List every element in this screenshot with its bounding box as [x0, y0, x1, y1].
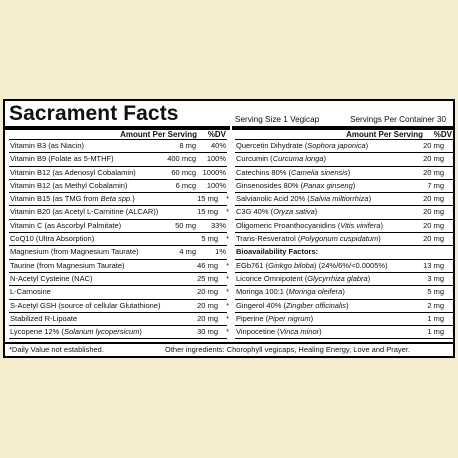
ingredient-row	[235, 246, 453, 259]
ingredient-name-text: Vitamin B3 (as Niacin)	[10, 141, 85, 150]
left-column-header	[9, 130, 227, 140]
ingredient-amount: 2 mg	[427, 300, 444, 310]
ingredient-name-text: Vitamin B15 (as TMG from	[10, 194, 101, 204]
dv-header: %DV	[433, 130, 452, 139]
ingredient-row	[235, 193, 453, 206]
botanical-name: Vitis vinifera	[340, 220, 381, 230]
ingredient-name	[10, 167, 136, 180]
ingredient-daily-value: *	[452, 260, 455, 270]
botanical-name: Vinca minor	[279, 327, 320, 337]
left-column	[9, 130, 227, 339]
ingredient-name-suffix: )	[352, 180, 356, 190]
ingredient-name-text: Quercetin Dihydrate (	[236, 141, 308, 150]
ingredient-name-suffix: )	[314, 207, 318, 217]
ingredient-name	[236, 300, 349, 313]
ingredient-name-suffix: )	[347, 167, 351, 177]
ingredient-amount: 20 mg	[423, 220, 444, 230]
ingredient-name-suffix: )	[132, 194, 135, 204]
ingredient-name-suffix: )	[319, 327, 322, 337]
ingredient-amount: 15 mg	[197, 207, 218, 217]
botanical-name: Beta spp.	[100, 194, 133, 204]
botanical-name: Polygonum cuspidatum	[300, 234, 379, 244]
botanical-name: Sophora japonica	[307, 141, 366, 150]
ingredient-name	[236, 326, 322, 339]
ingredient-row	[9, 233, 227, 246]
ingredient-name-text: Oligomeric Proanthocyanidins (	[236, 220, 341, 230]
ingredient-row	[9, 153, 227, 166]
ingredient-amount: 20 mg	[423, 141, 444, 150]
ingredient-name-suffix: )	[380, 220, 384, 230]
ingredient-daily-value: *	[452, 220, 455, 230]
ingredient-name-text: Taurine (from Magnesium Taurate)	[10, 260, 125, 270]
ingredient-row	[9, 140, 227, 153]
ingredient-name	[236, 286, 345, 299]
botanical-name: Salvia miltiorrhiza	[309, 194, 369, 204]
ingredient-name	[236, 220, 383, 233]
ingredient-daily-value: *	[452, 167, 455, 177]
ingredient-amount: 30 mg	[197, 327, 218, 337]
ingredient-daily-value: 33%	[210, 220, 226, 230]
botanical-name: Oryza sativa	[273, 207, 315, 217]
ingredient-name	[236, 260, 388, 273]
ingredient-daily-value: 1000%	[202, 167, 226, 177]
ingredient-row	[235, 180, 453, 193]
ingredient-name-text: Curcumin (	[236, 154, 273, 164]
ingredient-name-text: Stabilized R-Lipoate	[10, 313, 78, 323]
ingredient-amount: 20 mg	[197, 313, 218, 323]
ingredient-name-text: Vitamin C (as Ascorbyl Palmitate)	[10, 220, 122, 230]
ingredient-name-suffix: ) (24%/6%/<0.0005%)	[313, 260, 388, 270]
ingredient-name-text: EGb761 (	[236, 260, 269, 270]
ingredient-name	[10, 246, 139, 259]
ingredient-name-suffix: )	[310, 313, 314, 323]
ingredient-row	[235, 233, 453, 246]
ingredient-name-text: Vitamin B12 (as Methyl Cobalamin)	[10, 180, 128, 190]
ingredient-name	[10, 326, 142, 339]
ingredient-amount: 1 mg	[427, 327, 444, 337]
ingredient-name-text: Vitamin B9 (Folate as 5-MTHF)	[10, 154, 114, 164]
ingredient-name-text: Catechins 80% (	[236, 167, 292, 177]
ingredient-amount: 25 mg	[197, 273, 218, 283]
ingredient-daily-value: *	[452, 180, 455, 190]
ingredient-row	[9, 326, 227, 339]
right-rows	[235, 140, 453, 339]
ingredient-name-text: Vitamin B20 (as Acetyl L-Carnitine (ALCAR))	[10, 207, 159, 217]
ingredient-name-text: Lycopene 12% (	[10, 327, 64, 337]
ingredient-daily-value: *	[226, 260, 229, 270]
ingredient-daily-value: *	[452, 300, 455, 310]
ingredient-daily-value: *	[452, 273, 455, 283]
ingredient-row	[235, 273, 453, 286]
right-column-header	[235, 130, 453, 140]
ingredient-name	[10, 220, 121, 233]
ingredient-name	[10, 300, 160, 313]
ingredient-daily-value: *	[226, 287, 229, 297]
ingredient-name	[236, 193, 371, 206]
ingredient-amount: 20 mg	[423, 154, 444, 164]
ingredient-name-suffix: )	[367, 273, 371, 283]
serving-size: Serving Size 1 Vegicap	[235, 115, 320, 124]
ingredient-row	[9, 220, 227, 233]
ingredient-name	[236, 206, 317, 219]
ingredient-row	[9, 260, 227, 273]
ingredient-daily-value: *	[226, 327, 229, 337]
ingredient-name-text: Gingerol 40% (	[236, 300, 287, 310]
ingredient-row	[9, 246, 227, 259]
ingredient-daily-value: *	[452, 207, 455, 217]
panel-title: Sacrament Facts	[9, 102, 179, 125]
ingredient-name-text: Bioavailability Factors:	[236, 247, 319, 257]
ingredient-daily-value: *	[452, 234, 455, 244]
ingredient-amount: 60 mcg	[171, 167, 196, 177]
ingredient-row	[9, 206, 227, 219]
ingredient-amount: 13 mg	[423, 260, 444, 270]
ingredient-name-text: Ginsenosides 80% (	[236, 180, 304, 190]
botanical-name: Ginkgo biloba	[268, 260, 314, 270]
botanical-name: Curcuma longa	[272, 154, 324, 164]
ingredient-row	[9, 273, 227, 286]
ingredient-name-suffix: )	[346, 300, 349, 310]
ingredient-name	[236, 140, 368, 153]
ingredient-row	[235, 140, 453, 153]
ingredient-daily-value: *	[452, 313, 455, 323]
ingredient-row	[235, 313, 453, 326]
ingredient-amount: 400 mcg	[167, 154, 196, 164]
ingredient-row	[235, 153, 453, 166]
ingredient-name-text: Trans-Resveratrol (	[236, 234, 301, 244]
ingredient-name-text: Vinpocetine (	[236, 327, 280, 337]
ingredient-name-suffix: )	[139, 327, 142, 337]
ingredient-amount: 5 mg	[427, 287, 444, 297]
amount-per-serving-header: Amount Per Serving	[120, 130, 197, 139]
ingredient-row	[235, 206, 453, 219]
ingredient-row	[235, 167, 453, 180]
ingredient-name-suffix: )	[323, 154, 327, 164]
ingredient-name-text: C3G 40% (	[236, 207, 274, 217]
ingredient-name	[236, 273, 370, 286]
ingredient-name-text: CoQ10 (Ultra Absorption)	[10, 234, 95, 244]
ingredient-row	[9, 180, 227, 193]
ingredient-amount: 20 mg	[423, 167, 444, 177]
ingredient-daily-value: 100%	[206, 154, 226, 164]
ingredient-name	[236, 167, 350, 180]
footer-rule	[5, 342, 453, 344]
ingredient-daily-value: *	[452, 194, 455, 204]
ingredient-daily-value: *	[226, 313, 229, 323]
ingredient-amount: 20 mg	[423, 207, 444, 217]
dv-header: %DV	[207, 130, 226, 139]
ingredient-row	[235, 326, 453, 339]
ingredient-amount: 20 mg	[423, 234, 444, 244]
ingredient-daily-value: *	[226, 194, 229, 204]
botanical-name: Moringa oleifera	[288, 287, 343, 297]
ingredient-amount: 6 mcg	[175, 180, 196, 190]
ingredient-name-suffix: )	[342, 287, 345, 297]
ingredient-daily-value: *	[452, 141, 455, 150]
ingredient-name-text: Salvianolic Acid 20% (	[236, 194, 310, 204]
ingredient-amount: 50 mg	[175, 220, 196, 230]
botanical-name: Piper nigrum	[268, 313, 311, 323]
daily-value-footnote: *Daily Value not established.	[9, 345, 104, 354]
ingredient-name	[10, 140, 84, 153]
botanical-name: Camelia sinensis	[291, 167, 348, 177]
right-column	[235, 130, 453, 339]
ingredient-amount: 46 mg	[197, 260, 218, 270]
ingredient-daily-value: 1%	[215, 247, 226, 257]
ingredient-row	[9, 167, 227, 180]
ingredient-name-text: N-Acetyl Cysteine (NAC)	[10, 273, 93, 283]
ingredient-amount: 3 mg	[427, 273, 444, 283]
ingredient-daily-value: *	[226, 273, 229, 283]
ingredient-name-text: Magnesium (from Magnesium Taurate)	[10, 247, 139, 257]
amount-per-serving-header: Amount Per Serving	[346, 130, 423, 139]
ingredient-amount: 8 mg	[179, 141, 196, 150]
ingredient-daily-value: *	[226, 234, 229, 244]
ingredient-name-text: S-Acetyl GSH (source of cellular Glutathione)	[10, 300, 161, 310]
ingredient-name-suffix: )	[365, 141, 369, 150]
ingredient-amount: 1 mg	[427, 313, 444, 323]
ingredient-amount: 15 mg	[197, 194, 218, 204]
ingredient-name	[236, 153, 326, 166]
ingredient-daily-value: *	[452, 327, 455, 337]
ingredient-name	[236, 233, 381, 246]
ingredient-daily-value: *	[452, 154, 455, 164]
ingredient-amount: 20 mg	[197, 300, 218, 310]
ingredient-name	[10, 286, 51, 299]
ingredient-name-suffix: )	[378, 234, 381, 244]
ingredient-name-suffix: )	[368, 194, 372, 204]
ingredient-name	[10, 193, 135, 206]
ingredient-amount: 4 mg	[179, 247, 196, 257]
ingredient-name	[236, 246, 318, 259]
botanical-name: Panax ginseng	[303, 180, 353, 190]
ingredient-name-text: Vitamin B12 (as Adenosyl Cobalamin)	[10, 167, 136, 177]
ingredient-name	[10, 180, 127, 193]
ingredient-row	[235, 286, 453, 299]
ingredient-name	[10, 260, 125, 273]
ingredient-name-text: L-Carnosine	[10, 287, 51, 297]
ingredient-daily-value: 40%	[210, 141, 226, 150]
botanical-name: Glycyrrhiza glabra	[307, 273, 368, 283]
ingredient-amount: 20 mg	[423, 194, 444, 204]
ingredient-amount: 7 mg	[427, 180, 444, 190]
other-ingredients: Other ingredients: Chorophyll vegicaps, Healing Energy, Love and Prayer.	[165, 345, 410, 354]
ingredient-name	[10, 233, 94, 246]
ingredient-row	[9, 193, 227, 206]
ingredient-amount: 20 mg	[197, 287, 218, 297]
ingredient-name-text: Licorice Omnipotent (	[236, 273, 308, 283]
ingredient-daily-value: *	[226, 300, 229, 310]
supplement-facts-panel	[3, 99, 455, 358]
botanical-name: Solanum lycopersicum	[63, 327, 140, 337]
ingredient-amount: 5 mg	[201, 234, 218, 244]
ingredient-name	[10, 313, 77, 326]
ingredient-row	[9, 313, 227, 326]
ingredient-name	[10, 273, 93, 286]
botanical-name: Zingiber officinalis	[286, 300, 347, 310]
left-rows	[9, 140, 227, 339]
ingredient-daily-value: *	[226, 207, 229, 217]
ingredient-name	[236, 180, 355, 193]
ingredient-row	[235, 300, 453, 313]
servings-per-container: Servings Per Container 30	[350, 115, 447, 124]
ingredient-row	[9, 300, 227, 313]
ingredient-row	[235, 220, 453, 233]
ingredient-daily-value: 100%	[206, 180, 226, 190]
ingredient-row	[235, 260, 453, 273]
ingredient-name	[10, 206, 158, 219]
ingredient-name	[236, 313, 313, 326]
ingredient-row	[9, 286, 227, 299]
ingredient-daily-value: *	[452, 287, 455, 297]
ingredient-name-text: Moringa 100:1 (	[236, 287, 289, 297]
ingredient-name	[10, 153, 114, 166]
ingredient-name-text: Piperine (	[236, 313, 269, 323]
